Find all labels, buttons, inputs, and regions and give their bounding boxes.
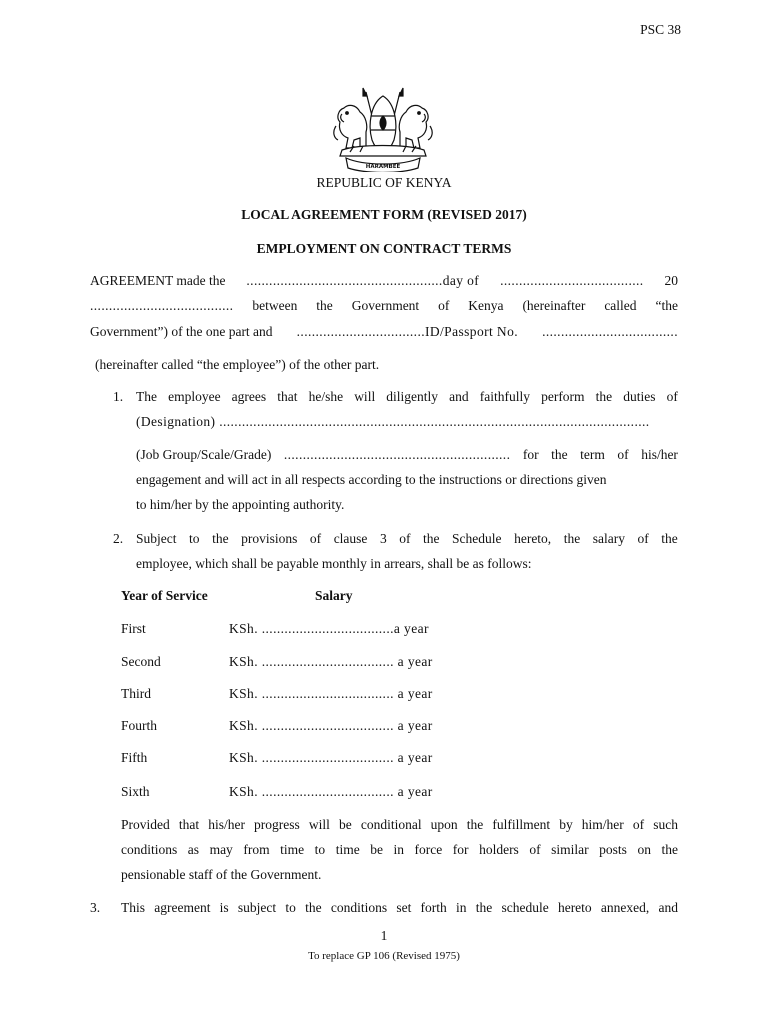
word: salary: [592, 531, 625, 546]
word: and: [449, 389, 469, 404]
word: clause: [333, 531, 368, 546]
word: Schedule: [452, 531, 502, 546]
word: of: [666, 389, 678, 404]
clause-1-number: 1.: [113, 389, 124, 404]
intro-line-2: ...................................... between the Government of Kenya (hereinafter called “the: [90, 298, 678, 313]
word: Subject: [136, 531, 177, 546]
word: of: [309, 531, 322, 546]
proviso-line-1: Provided that his/her progress will be conditional upon the fulfillment by him/her of such: [121, 817, 678, 832]
clause-3-line-1: This agreement is subject to the conditions set forth in the schedule hereto annexed, and: [121, 900, 678, 915]
clause-2-line-1: [136, 531, 678, 547]
salary-row-amount: KSh. ...................................a year: [229, 621, 429, 636]
word: agrees: [231, 389, 267, 404]
clause-1-line-3: (Job Group/Scale/Grade) ............................................................ for the term of his/her: [136, 447, 678, 462]
intro-line-1: AGREEMENT made the ....................................................day of ...................................... 20: [90, 273, 678, 288]
republic-heading: REPUBLIC OF KENYA: [316, 175, 452, 190]
word: the: [595, 389, 613, 404]
clause-1-line-4: engagement and will act in all respects according to the instructions or directions given: [136, 472, 607, 487]
word: The: [136, 389, 157, 404]
salary-row-amount: KSh. ................................... a year: [229, 784, 433, 799]
form-subtitle: EMPLOYMENT ON CONTRACT TERMS: [256, 241, 512, 256]
motto-text: HARAMBEE: [365, 164, 401, 170]
salary-row-year: Fourth: [121, 718, 158, 733]
word: of: [399, 531, 411, 546]
salary-row-year: First: [121, 621, 146, 636]
word: will: [354, 389, 376, 404]
form-title: LOCAL AGREEMENT FORM (REVISED 2017): [241, 207, 527, 222]
word: duties: [623, 389, 656, 404]
page-number: 1: [380, 928, 388, 943]
word: the: [563, 531, 581, 546]
coat-of-arms-emblem: [330, 86, 436, 172]
word: hereto,: [514, 531, 552, 546]
word: of: [637, 531, 649, 546]
salary-row-year: Third: [121, 686, 151, 701]
clause-1-line-5: to him/her by the appointing authority.: [136, 497, 345, 512]
proviso-line-3: pensionable staff of the Government.: [121, 867, 322, 882]
designation-field: (Designation) ..................................................................................................................: [136, 414, 650, 429]
salary-row-amount: KSh. ................................... a year: [229, 718, 433, 733]
word: the: [423, 531, 440, 546]
job-group-field: ............................................................: [283, 447, 511, 462]
proviso-line-2: conditions as may from time to time be in force for holders of similar posts on the: [121, 842, 678, 857]
column-header-year: Year of Service: [121, 588, 208, 603]
salary-row-year: Fifth: [121, 750, 148, 765]
salary-row-amount: KSh. ................................... a year: [229, 750, 433, 765]
word: to: [189, 531, 200, 546]
clause-1-line-1: [136, 389, 678, 405]
intro-line-3: Government”) of the one part and ..................................ID/Passport No. ....................................: [90, 324, 678, 339]
column-header-salary: Salary: [315, 588, 353, 603]
salary-row-year: Sixth: [121, 784, 150, 799]
clause-3-number: 3.: [90, 900, 101, 915]
salary-row-year: Second: [121, 654, 161, 669]
word: diligently: [386, 389, 439, 404]
word: faithfully: [479, 389, 530, 404]
salary-row-amount: KSh. ................................... a year: [229, 686, 433, 701]
salary-row-amount: KSh. ................................... a year: [229, 654, 433, 669]
word: 3: [379, 531, 387, 546]
word: the: [661, 531, 678, 546]
word: the: [212, 531, 229, 546]
word: employee: [168, 389, 221, 404]
word: that: [277, 389, 298, 404]
replace-note: To replace GP 106 (Revised 1975): [308, 950, 460, 962]
clause-2-line-2: employee, which shall be payable monthly in arrears, shall be as follows:: [136, 556, 532, 571]
intro-line-4: (hereinafter called “the employee”) of the other part.: [95, 357, 380, 372]
clause-2-number: 2.: [113, 531, 124, 546]
word: he/she: [308, 389, 344, 404]
word: provisions: [241, 531, 298, 546]
word: perform: [541, 389, 585, 404]
form-code: PSC 38: [640, 22, 681, 37]
